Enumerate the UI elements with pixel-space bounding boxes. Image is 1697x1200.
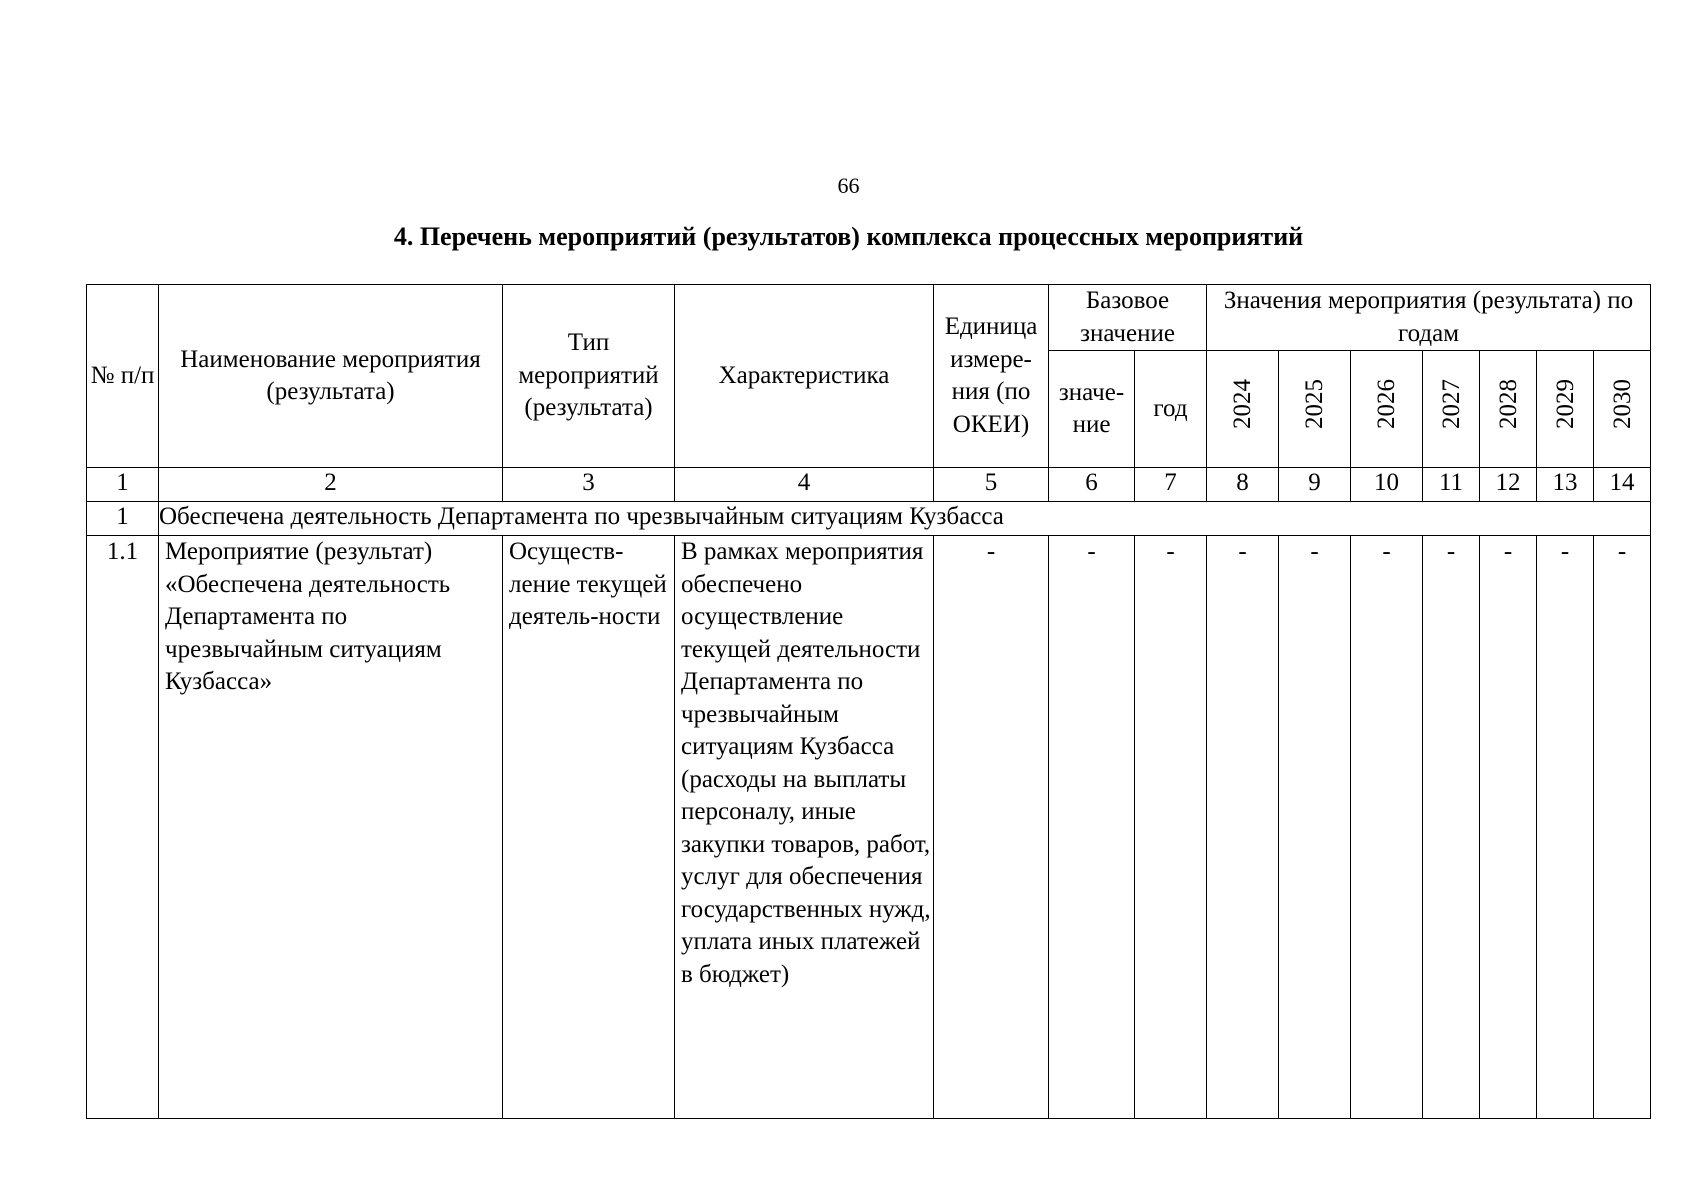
row-type: Осуществ-ление текущей деятель-ности	[503, 536, 675, 1119]
header-base-year: год	[1135, 351, 1207, 468]
row-value-2024: -	[1207, 536, 1279, 1119]
row-value-2027: -	[1423, 536, 1480, 1119]
header-year-2025	[1279, 351, 1351, 468]
row-base-year: -	[1135, 536, 1207, 1119]
page-number: 66	[837, 173, 860, 198]
year-label: 2025	[1301, 379, 1328, 430]
row-characteristic: В рамках мероприятия обеспечено осуществление текущей деятельности Департамента по чрезвычайным ситуациям Кузбасса (расходы на выплаты персоналу, иные закупки товаров, работ, услуг для обеспечения государственных нужд, уплата иных платежей в бюджет)	[675, 536, 934, 1119]
header-year-2024	[1207, 351, 1279, 468]
column-number: 11	[1423, 468, 1480, 502]
section-row	[87, 502, 1651, 536]
header-row-1	[87, 285, 1651, 351]
column-number: 12	[1480, 468, 1537, 502]
row-value-2030: -	[1594, 536, 1651, 1119]
column-number: 10	[1351, 468, 1423, 502]
column-number: 8	[1207, 468, 1279, 502]
section-title: Обеспечена деятельность Департамента по чрезвычайным ситуациям Кузбасса	[159, 502, 1651, 536]
header-base-value: значе-ние	[1049, 351, 1135, 468]
year-label: 2030	[1608, 379, 1636, 430]
header-base-group: Базовое значение	[1049, 285, 1207, 351]
column-number: 6	[1049, 468, 1135, 502]
table-row	[87, 536, 1651, 1119]
header-num: № п/п	[87, 285, 159, 468]
column-number: 3	[503, 468, 675, 502]
year-label: 2029	[1551, 379, 1579, 430]
header-year-2028	[1480, 351, 1537, 468]
column-number: 13	[1537, 468, 1594, 502]
column-number: 9	[1279, 468, 1351, 502]
header-unit: Единица измере-ния (по ОКЕИ)	[934, 285, 1049, 468]
row-unit: -	[934, 536, 1049, 1119]
year-label: 2027	[1437, 379, 1465, 430]
row-value-2029: -	[1537, 536, 1594, 1119]
header-type: Тип мероприятий (результата)	[503, 285, 675, 468]
row-base-value: -	[1049, 536, 1135, 1119]
column-number: 14	[1594, 468, 1651, 502]
year-label: 2026	[1373, 379, 1400, 430]
column-number-row	[87, 468, 1651, 502]
section-num: 1	[87, 502, 159, 536]
header-years-group: Значения мероприятия (результата) по годам	[1207, 285, 1651, 351]
column-number: 1	[87, 468, 159, 502]
header-year-2029	[1537, 351, 1594, 468]
document-title: 4. Перечень мероприятий (результатов) комплекса процессных мероприятий	[393, 222, 1304, 251]
activities-table	[86, 284, 1651, 1119]
header-year-2030	[1594, 351, 1651, 468]
row-num: 1.1	[87, 536, 159, 1119]
row-name: Мероприятие (результат) «Обеспечена деятельность Департамента по чрезвычайным ситуациям Кузбасса»	[159, 536, 503, 1119]
column-number: 2	[159, 468, 503, 502]
year-label: 2028	[1494, 379, 1522, 430]
header-year-2026	[1351, 351, 1423, 468]
header-year-2027	[1423, 351, 1480, 468]
column-number: 5	[934, 468, 1049, 502]
year-label: 2024	[1229, 379, 1256, 430]
row-value-2026: -	[1351, 536, 1423, 1119]
row-value-2028: -	[1480, 536, 1537, 1119]
row-value-2025: -	[1279, 536, 1351, 1119]
column-number: 7	[1135, 468, 1207, 502]
header-name: Наименование мероприятия (результата)	[159, 285, 503, 468]
column-number: 4	[675, 468, 934, 502]
header-characteristic: Характеристика	[675, 285, 934, 468]
